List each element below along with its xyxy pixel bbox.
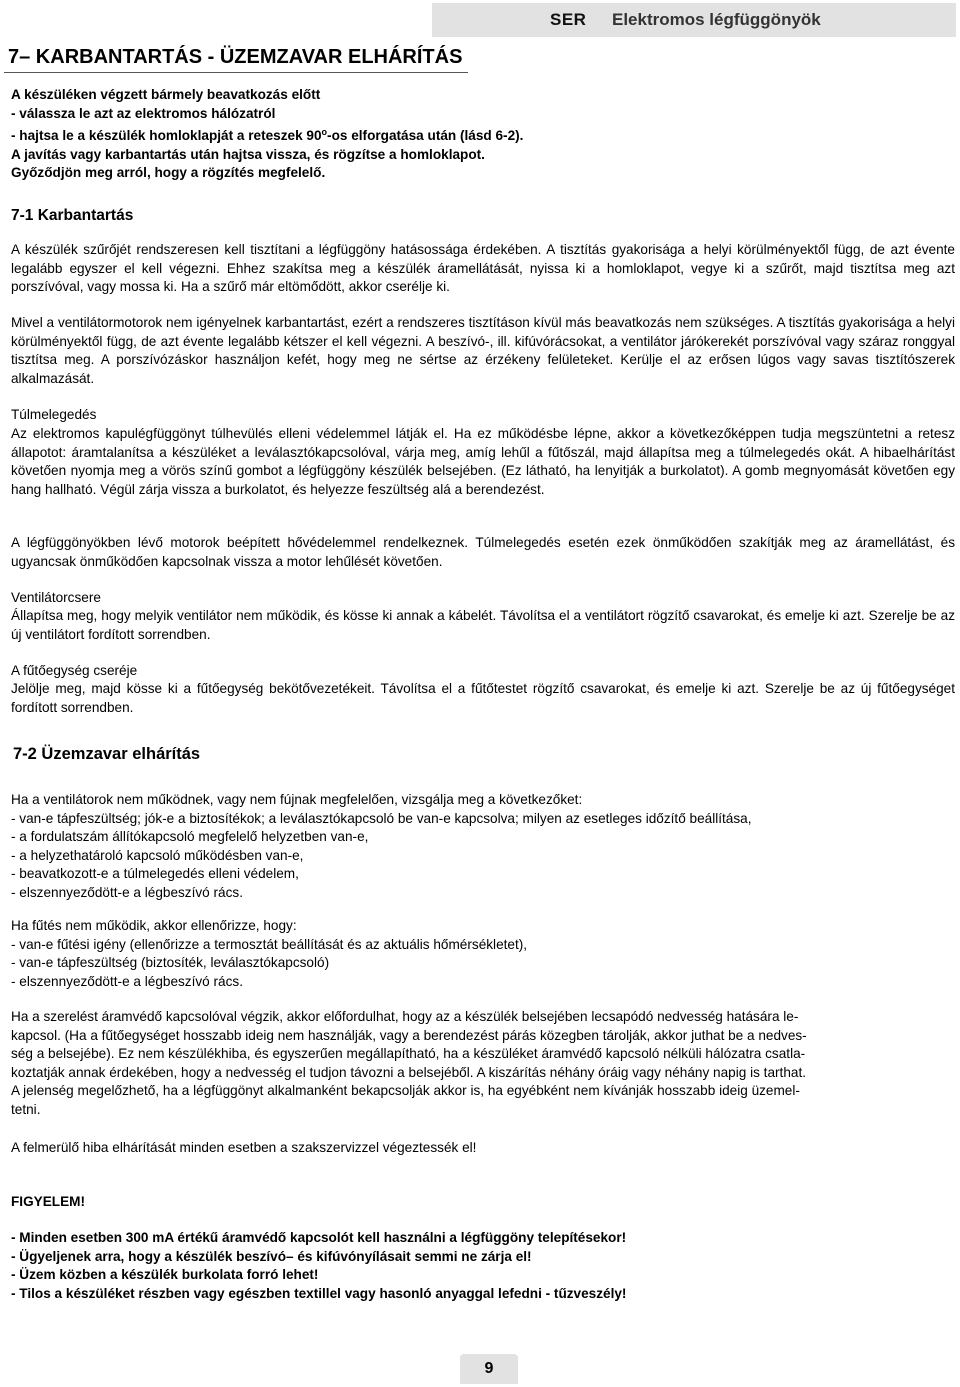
- heater-replace-title: A fűtőegység cseréje: [11, 663, 138, 678]
- warning-item: - Ügyeljenek arra, hogy a készülék beszívó– és kifúvónyílásait semmi ne zárja el!: [11, 1248, 532, 1264]
- warning-item: - Üzem közben a készülék burkolata forró lehet!: [11, 1267, 319, 1283]
- fan-check-block: [11, 791, 955, 903]
- paragraph-line: Ha a szerelést áramvédő kapcsolóval végzik, akkor előfordulhat, hogy az a készülék belsejében lecsapódó nedvesség hatására le-: [11, 1009, 799, 1024]
- list-item: - elszennyeződött-e a légbeszívó rács.: [11, 973, 243, 989]
- paragraph-line: koztatják annak érdekében, hogy a nedvesség el tudjon távozni a belsejéből. A kiszárítás néhány óráig vagy néhány napig is tarthat.: [11, 1064, 807, 1080]
- list-item: - beavatkozott-e a túlmelegedés elleni védelem,: [11, 866, 299, 882]
- warning-list: [11, 1229, 955, 1303]
- list-item: - a helyzethatároló kapcsoló működésben van-e,: [11, 847, 304, 863]
- overheat-title: Túlmelegedés: [11, 407, 97, 422]
- header-title: Elektromos légfüggönyök: [612, 10, 821, 29]
- list-item: - van-e tápfeszültség; jók-e a biztosítékok; a leválasztókapcsoló be van-e kapcsolva; milyen az esetleges időzítő beállítása,: [11, 810, 752, 826]
- maintenance-paragraph-1: A készülék szűrőjét rendszeresen kell tisztítani a légfüggöny hatásossága érdekében. A tisztítás gyakorisága a helyi körülményektől függ, de azt évente legalább egyszer el kell végezni. Ehhez szakítsa meg a készülék áramellátását, nyissa ki a homloklapot, vegye ki a szűrőt, majd tisztítsa meg azt porszívóval, vagy mossa ki. Ha a szűrő már eltömődött, akkor cserélje ki.: [11, 242, 955, 295]
- intro-line: Győződjön meg arról, hogy a rögzítés megfelelő.: [11, 165, 326, 181]
- section-title-maintenance: 7-1 Karbantartás: [11, 207, 134, 224]
- maintenance-paragraph-2: Mivel a ventilátormotorok nem igényelnek karbantartást, ezért a rendszeres tisztításon kívül más beavatkozás nem szükséges. A tisztítás gyakorisága a helyi körülményektől függ, de azt évente legalább kétszer el kell végezni. A beszívó-, ill. kifúvórácsokat, a ventilátor járókerekét porszívóval vagy száraz ronggyal tisztítsa meg. A porszívózáskor használjon kefét, hogy meg ne sértse az érzékeny felületeket. Kerülje el az erősen lúgos vagy savas tisztítószerek alkalmazását.: [11, 315, 955, 386]
- paragraph-line: ség a belsejébe). Ez nem készülékhiba, és egyszerűen megállapítható, ha a készüléket áramvédő kapcsoló nélküli hálózatra csatla-: [11, 1046, 806, 1062]
- list-item: - elszennyeződött-e a légbeszívó rács.: [11, 884, 243, 900]
- intro-line: - válassza le azt az elektromos hálózatról: [11, 105, 276, 121]
- chapter-divider: [4, 72, 468, 73]
- page-number-tab: [460, 1354, 518, 1384]
- intro-line: A készüléken végzett bármely beavatkozás előtt: [11, 87, 321, 102]
- heater-replace-paragraph: Jelölje meg, majd kösse ki a fűtőegység bekötővezetékeit. Távolítsa el a fűtőtestet rögzítő csavarokat, és emelje ki azt. Szerelje be az új fűtőegységet fordított sorrendben.: [11, 681, 955, 715]
- overheat-paragraph-1: Az elektromos kapulégfüggönyt túlhevülés elleni védelemmel látják el. Ha ez működésbe lépne, akkor a következőképpen tudja megszüntetni a retesz állapotot: áramtalanítsa a készüléket a leválasztókapcsolóval, várja meg, amíg lehűl a fűtőszál, majd állapítsa meg a túlmelegedés okát. A hibaelhárítást követően nyomja meg a vörös színű gombot a légfüggöny készülék belsejében. (Ez látható, ha lenyitják a burkolatot). A gomb megnyomását követően egy hang hallható. Végül zárja vissza a burkolatot, és helyezze feszültség alá a berendezést.: [11, 426, 955, 497]
- intro-line: [11, 123, 955, 146]
- overheat-paragraph-2: A légfüggönyökben lévő motorok beépített hővédelemmel rendelkeznek. Túlmelegedés esetén ezek önműködően szakítják meg az áramellátást, és ugyancsak önműködően kapcsolnak vissza a motor lehűlését követően.: [11, 535, 955, 569]
- moisture-paragraph: [11, 1008, 955, 1120]
- paragraph-line: tetni.: [11, 1101, 41, 1117]
- list-item: - van-e fűtési igény (ellenőrizze a termosztát beállítását és az aktuális hőmérsékletet),: [11, 936, 528, 952]
- paragraph-line: A jelenség megelőzhető, ha a légfüggönyt alkalmanként bekapcsolják akkor is, ha egyébként nem kívánják hosszabb ideig üzemel-: [11, 1083, 800, 1099]
- service-note: A felmerülő hiba elhárítását minden esetben a szakszervizzel végeztessék el!: [11, 1140, 477, 1155]
- degree-superscript: o: [321, 127, 328, 138]
- fan-check-intro: Ha a ventilátorok nem működnek, vagy nem fújnak megfelelően, vizsgálja meg a következőket:: [11, 792, 583, 807]
- intro-line: A javítás vagy karbantartás után hajtsa vissza, és rögzítse a homloklapot.: [11, 146, 485, 162]
- list-item: - a fordulatszám állítókapcsoló megfelelő helyzetben van-e,: [11, 829, 369, 845]
- warning-title: FIGYELEM!: [11, 1194, 86, 1209]
- warning-item: - Tilos a készüléket részben vagy egészben textillel vagy hasonló anyaggal lefedni - tűzveszély!: [11, 1285, 627, 1301]
- heat-check-block: [11, 917, 955, 991]
- intro-line-text: - hajtsa le a készülék homloklapját a reteszek 90: [11, 128, 322, 144]
- page-number: 9: [484, 1360, 494, 1377]
- paragraph-line: kapcsol. (Ha a fűtőegységet hosszabb ideig nem használják, vagy a berendezést párás közegben tárolják, akkor juthat be a nedves-: [11, 1027, 807, 1043]
- chapter-title: 7– KARBANTARTÁS - ÜZEMZAVAR ELHÁRÍTÁS: [8, 46, 463, 68]
- section-title-troubleshooting: 7-2 Üzemzavar elhárítás: [13, 745, 201, 763]
- header-brand: SER: [550, 10, 587, 29]
- fan-replace-paragraph: Állapítsa meg, hogy melyik ventilátor nem működik, és kösse ki annak a kábelét. Távolítsa el a ventilátort rögzítő csavarokat, és emelje ki azt. Szerelje be az új ventilátort fordított sorrendben.: [11, 608, 955, 642]
- warning-item: - Minden esetben 300 mA értékű áramvédő kapcsolót kell használni a légfüggöny telepítésekor!: [11, 1230, 627, 1245]
- intro-block: [11, 86, 955, 183]
- fan-replace-title: Ventilátorcsere: [11, 590, 101, 605]
- intro-line-text: -os elforgatása után (lásd 6-2).: [327, 128, 524, 144]
- heat-check-intro: Ha fűtés nem működik, akkor ellenőrizze, hogy:: [11, 918, 297, 933]
- list-item: - van-e tápfeszültség (biztosíték, leválasztókapcsoló): [11, 955, 330, 971]
